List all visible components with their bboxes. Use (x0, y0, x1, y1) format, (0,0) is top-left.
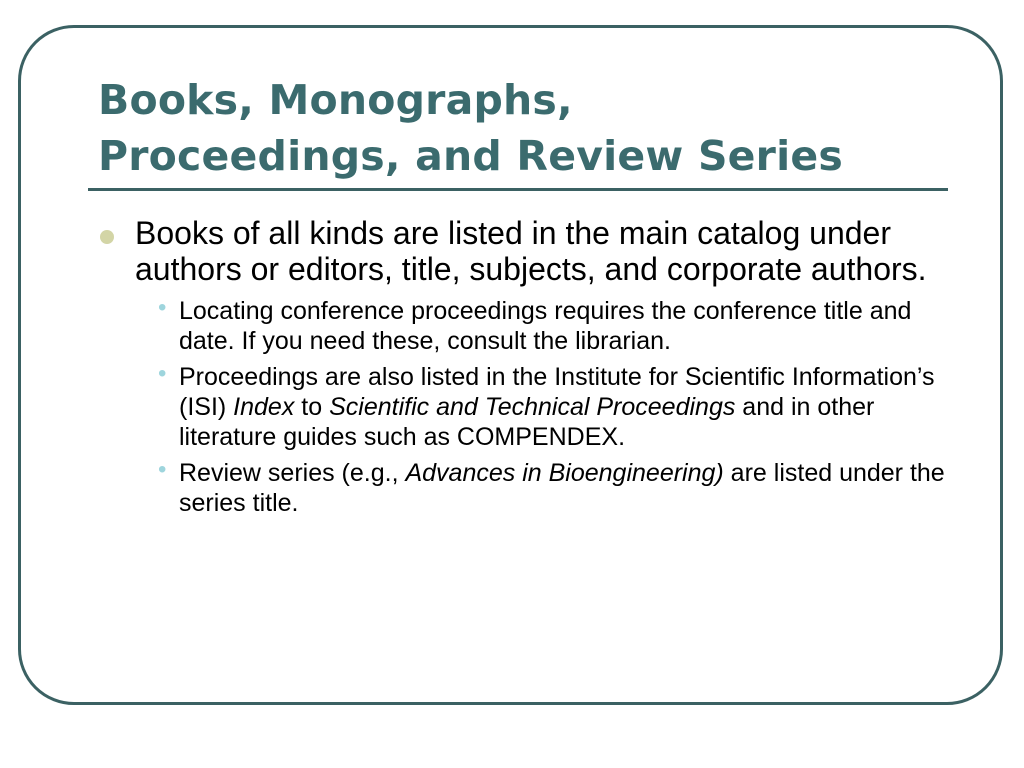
sub-bullet-dot-icon: • (158, 456, 167, 483)
sub-bullet-dot-icon: • (158, 294, 167, 321)
italic-text-run: Advances in Bioengineering) (405, 459, 724, 487)
text-run: and in other literature guides such as COMPENDEX. (179, 393, 875, 451)
sub-bullet-text (179, 363, 934, 451)
text-run: Review series (e.g., (179, 459, 406, 487)
sub-bullet-text: Locating conference proceedings requires the conference title and date. If you need these, consult the librarian. (179, 297, 912, 355)
text-run: are listed under the series title. (179, 459, 945, 517)
text-run: Proceedings are also listed in the Institute for Scientific Information’s (ISI) (179, 363, 935, 421)
sub-bullet-item (142, 296, 958, 356)
slide-title (98, 72, 843, 184)
sub-bullet-list (98, 296, 958, 518)
title-divider (88, 188, 948, 191)
bullet-item (98, 215, 958, 287)
slide-title-line-1: Books, Monographs, (98, 76, 573, 124)
bullet-text: Books of all kinds are listed in the main catalog under authors or editors, title, subjects, and corporate authors. (135, 215, 927, 287)
sub-bullet-item (142, 458, 958, 518)
sub-bullet-dot-icon: • (158, 360, 167, 387)
sub-bullet-item (142, 362, 958, 452)
italic-text-run: Index (233, 393, 295, 421)
slide-title-line-2: Proceedings, and Review Series (98, 132, 843, 180)
italic-text-run: Scientific and Technical Proceedings (329, 393, 736, 421)
sub-bullet-text (179, 459, 945, 517)
text-run: to (294, 393, 330, 421)
bullet-list (98, 215, 958, 524)
bullet-dot-icon (100, 230, 114, 244)
